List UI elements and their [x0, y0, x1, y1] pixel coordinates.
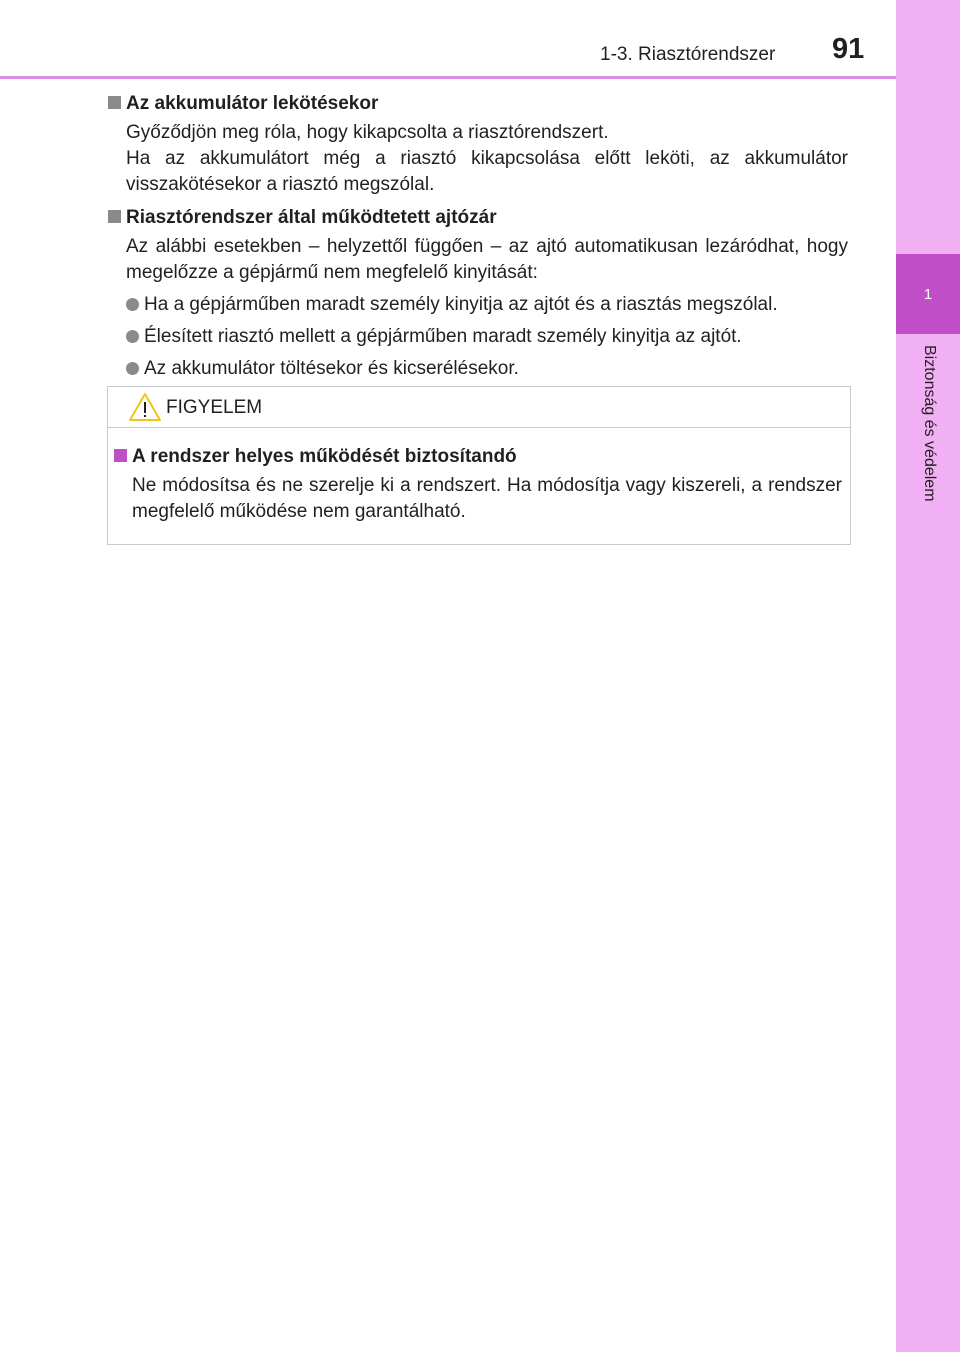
- warning-header: [108, 387, 850, 428]
- header-rule: [0, 76, 896, 79]
- list-item-text: Élesített riasztó mellett a gépjárműben maradt személy kinyitja az ajtót.: [144, 326, 742, 347]
- paragraph: Ha az akkumulátort még a riasztó kikapcsolása előtt leköti, az akkumulátor visszakötésekor a riasztó megszólal.: [126, 148, 848, 195]
- main-content: [108, 92, 848, 390]
- chapter-title: Biztonság és védelem: [921, 345, 938, 502]
- section-battery: [108, 92, 848, 198]
- section-door-lock: [108, 206, 848, 382]
- section-heading: [108, 206, 848, 230]
- warning-triangle-icon: [128, 392, 162, 427]
- circle-bullet-icon: [126, 330, 139, 343]
- circle-bullet-icon: [126, 298, 139, 311]
- warning-box: [107, 386, 851, 545]
- warning-title: FIGYELEM: [166, 397, 263, 418]
- section-heading-text: Riasztórendszer által működtetett ajtózár: [126, 207, 497, 228]
- list-item: [126, 356, 848, 382]
- paragraph: Az alábbi esetekben – helyzettől függően – az ajtó automatikusan lezáródhat, hogy megelőzze a gépjármű nem megfelelő kinyitását:: [126, 236, 848, 283]
- warning-heading-text: A rendszer helyes működését biztosítandó: [132, 446, 517, 467]
- page-number: 91: [832, 33, 865, 65]
- section-title: 1-3. Riasztórendszer: [600, 44, 776, 65]
- section-body: [126, 120, 848, 198]
- list-item: [126, 292, 848, 318]
- circle-bullet-icon: [126, 362, 139, 375]
- paragraph: Győződjön meg róla, hogy kikapcsolta a riasztórendszert.: [126, 122, 609, 143]
- square-bullet-icon: [114, 449, 127, 462]
- section-body: [126, 234, 848, 286]
- section-heading: [108, 92, 848, 116]
- list-item-text: Ha a gépjárműben maradt személy kinyitja az ajtót és a riasztás megszólal.: [144, 294, 778, 315]
- section-heading-text: Az akkumulátor lekötésekor: [126, 93, 379, 114]
- list-item: [126, 324, 848, 350]
- side-tab: [896, 0, 960, 1352]
- warning-text: Ne módosítsa és ne szerelje ki a rendszert. Ha módosítja vagy kiszereli, a rendszer megfelelő működése nem garantálható.: [132, 475, 842, 522]
- chapter-number: 1: [896, 254, 960, 334]
- warning-body: [114, 445, 842, 525]
- square-bullet-icon: [108, 96, 121, 109]
- list-item-text: Az akkumulátor töltésekor és kicserélésekor.: [144, 358, 519, 379]
- square-bullet-icon: [108, 210, 121, 223]
- warning-heading: [114, 445, 842, 469]
